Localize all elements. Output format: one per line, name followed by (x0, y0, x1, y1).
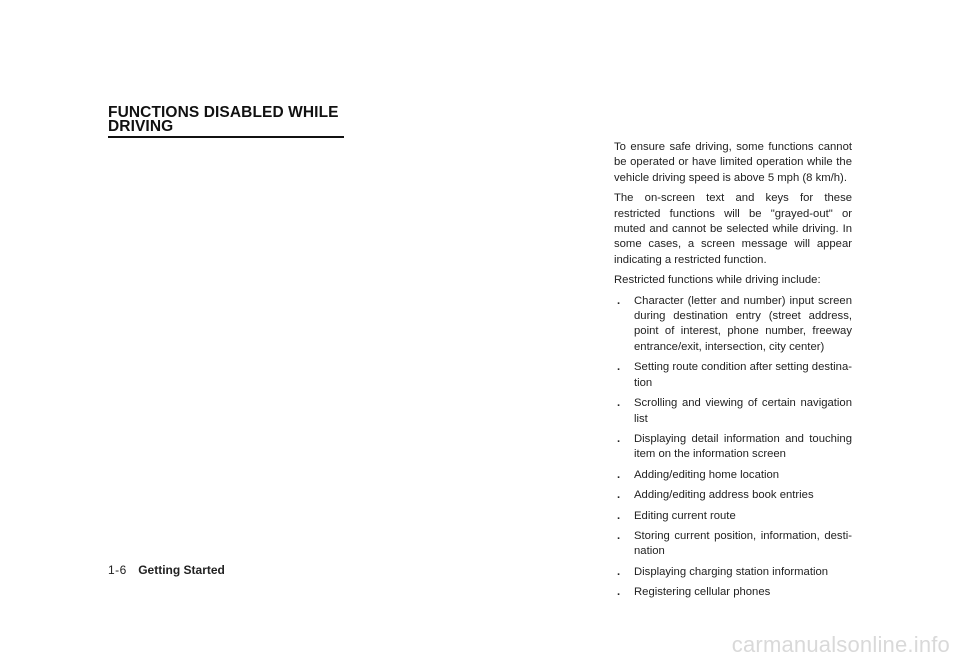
page-number: 1-6 (108, 563, 127, 577)
list-item-text: Displaying charging station information (634, 565, 829, 578)
bullet-marker: . (617, 509, 621, 522)
list-item-text: Storing current position, information, desti-nation (634, 529, 852, 558)
list-item (614, 585, 852, 600)
list-item-text: Character (letter and number) input screen during destination entry (street address, point of interest, phone number, freeway entrance/exit, intersection, city center) (634, 294, 852, 353)
bullet-marker: . (617, 529, 621, 542)
bullet-marker: . (617, 489, 621, 502)
section-title-line-2: DRIVING (108, 118, 174, 135)
list-item-text: Setting route condition after setting destina-tion (634, 361, 852, 389)
list-item (614, 360, 852, 391)
bullet-marker: . (617, 294, 621, 307)
section-title (108, 106, 344, 138)
paragraph-restricted-intro: Restricted functions while driving include: (614, 274, 821, 287)
chapter-title: Getting Started (138, 563, 225, 577)
bullet-marker: . (617, 432, 621, 445)
title-underline (108, 136, 344, 138)
bullet-marker: . (617, 397, 621, 410)
bullet-marker: . (617, 586, 621, 599)
list-item-text: Adding/editing home location (634, 468, 780, 481)
list-item (614, 432, 852, 463)
list-item-text: Adding/editing address book entries (634, 489, 814, 502)
list-item-text: Scrolling and viewing of certain navigation list (634, 397, 852, 425)
list-item-text: Displaying detail information and touching item on the information screen (634, 432, 852, 461)
section-title-line-1: FUNCTIONS DISABLED WHILE (108, 104, 339, 121)
bullet-marker: . (617, 565, 621, 578)
bullet-marker: . (617, 468, 621, 481)
paragraph-grayed-out: The on-screen text and keys for these restricted functions will be "grayed-out" or muted and cannot be selected while driving. In some cases, a screen message will appear indicating a restricted function. (614, 192, 852, 266)
list-item (614, 488, 852, 503)
list-item (614, 565, 852, 580)
body-column (614, 140, 852, 606)
list-item (614, 509, 852, 524)
list-item-text: Registering cellular phones (634, 586, 771, 599)
list-item (614, 468, 852, 483)
list-item (614, 529, 852, 560)
bullet-marker: . (617, 361, 621, 374)
list-item (614, 396, 852, 427)
page-footer (108, 563, 225, 577)
restricted-functions-list (614, 294, 852, 601)
list-item (614, 294, 852, 356)
watermark: carmanualsonline.info (731, 632, 950, 657)
list-item-text: Editing current route (634, 509, 736, 522)
paragraph-safe-driving: To ensure safe driving, some functions cannot be operated or have limited operation while the vehicle driving speed is above 5 mph (8 km/h). (614, 141, 852, 184)
